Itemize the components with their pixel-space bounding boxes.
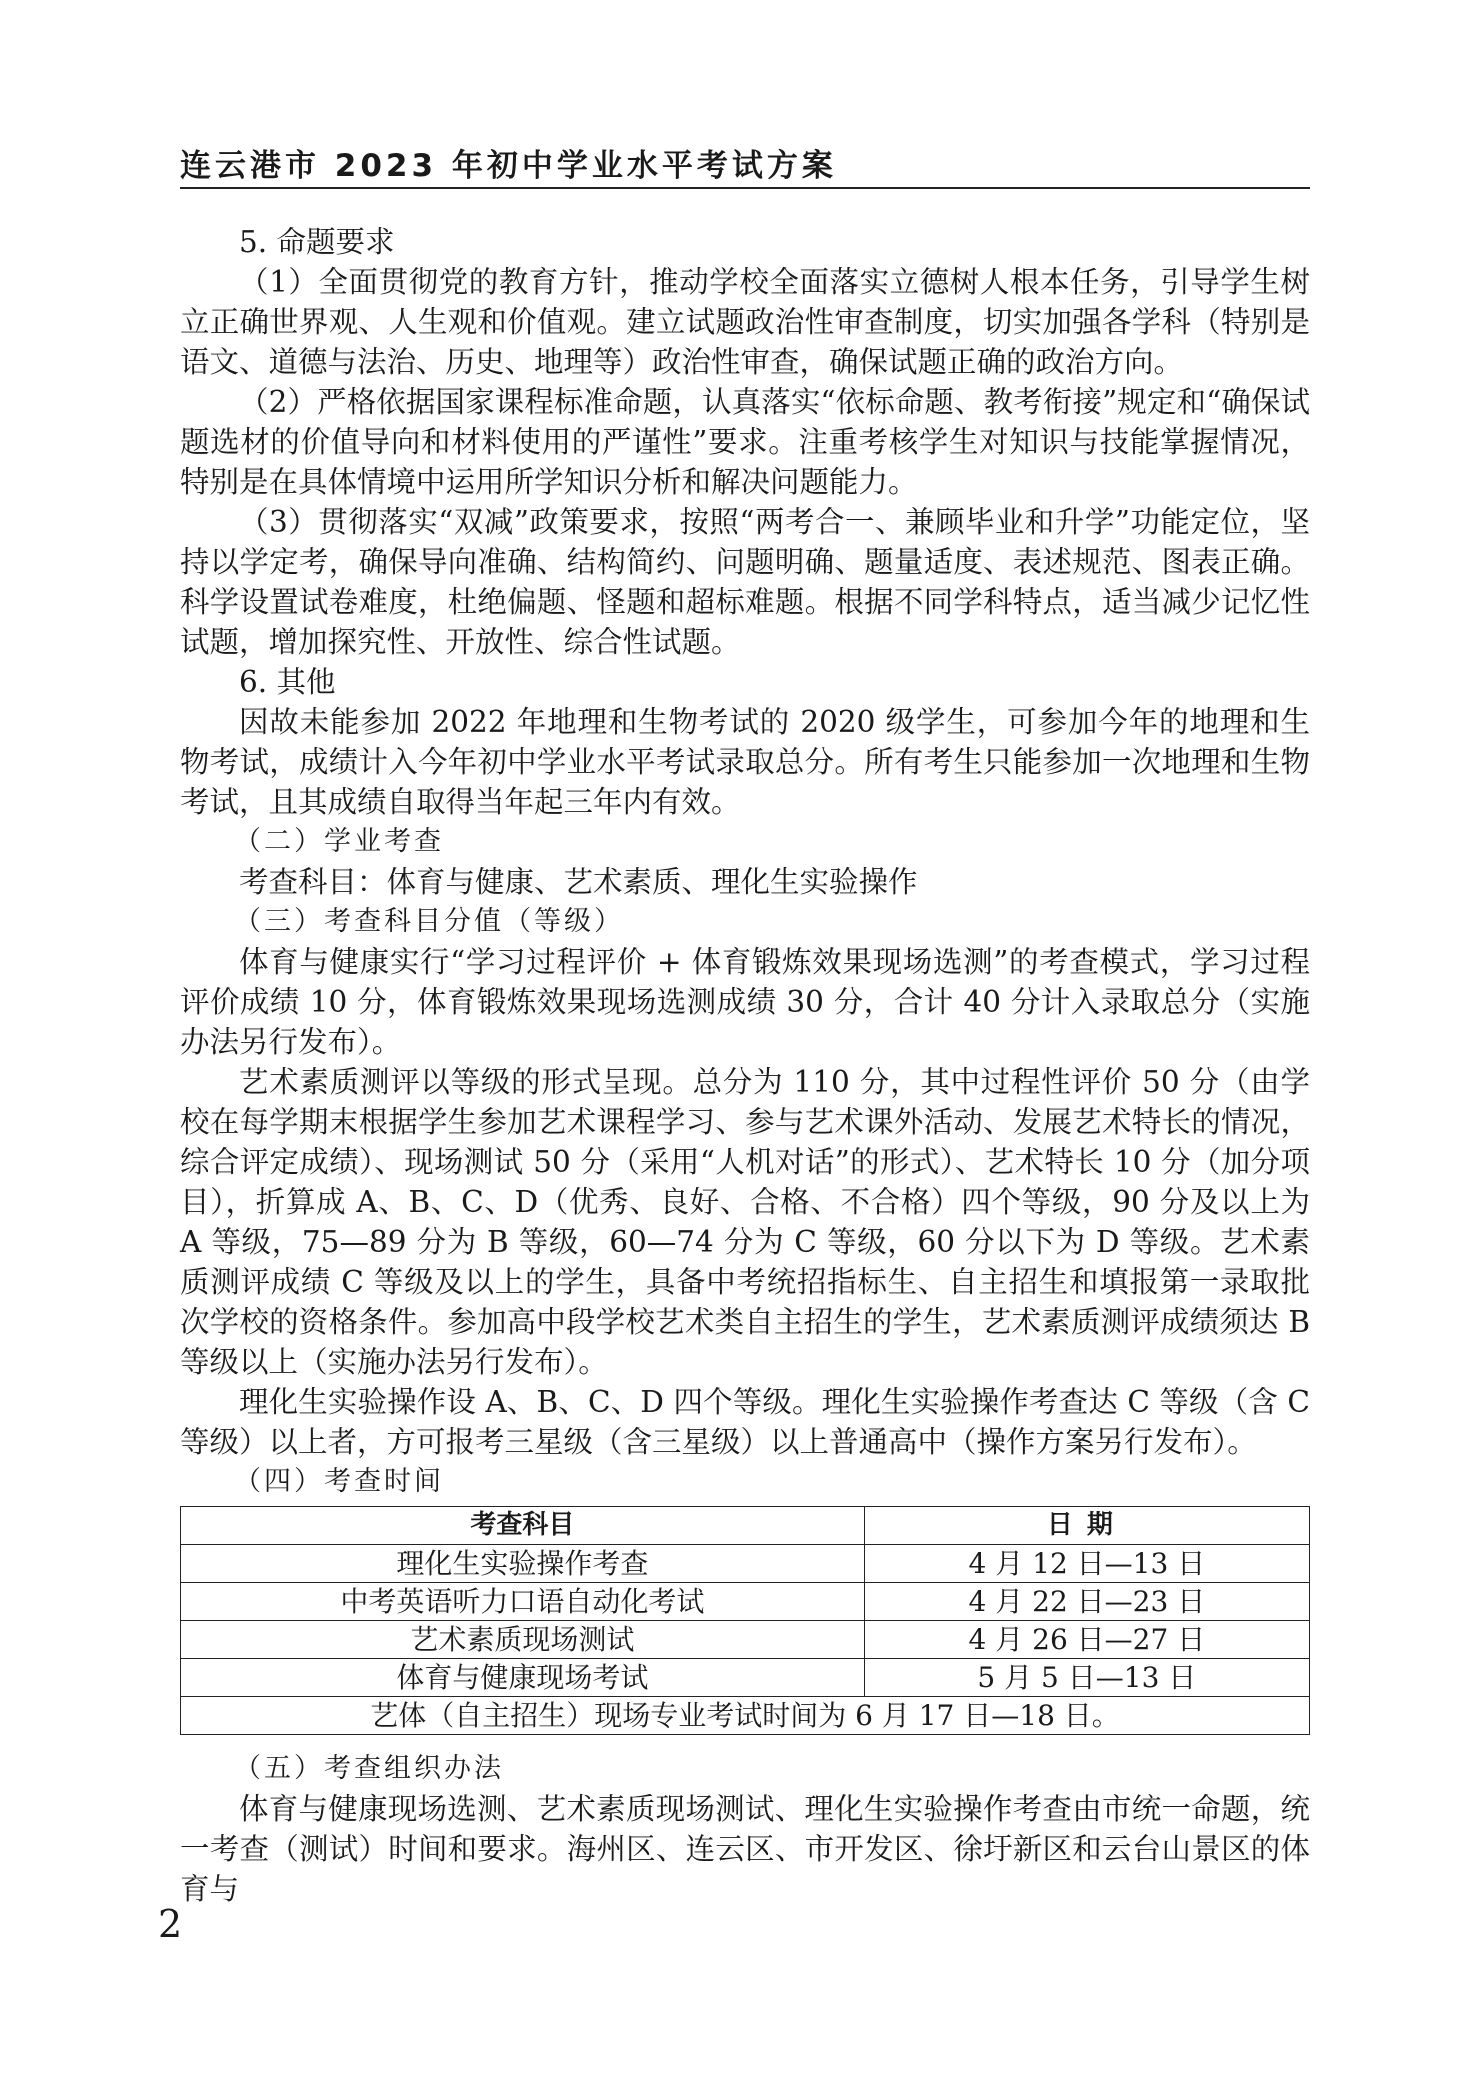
section-5-item-2: （2）严格依据国家课程标准命题，认真落实“依标命题、教考衔接”规定和“确保试题选材的价值导向和材料使用的严谨性”要求。注重考核学生对知识与技能掌握情况，特别是在具体情境中运用所学知识分析和解决问题能力。: [180, 385, 1310, 499]
section-6-paragraph: 因故未能参加 2022 年地理和生物考试的 2020 级学生，可参加今年的地理和生物考试，成绩计入今年初中学业水平考试录取总分。所有考生只能参加一次地理和生物考试，且其成绩自取得当年起三年内有效。: [180, 705, 1310, 819]
table-cell-date: 4 月 26 日—27 日: [864, 1621, 1309, 1659]
part-3-paragraph-1: 体育与健康实行“学习过程评价 + 体育锻炼效果现场选测”的考查模式，学习过程评价成绩 10 分，体育锻炼效果现场选测成绩 30 分，合计 40 分计入录取总分（实施办法另行发布）。: [180, 945, 1310, 1059]
schedule-table-wrapper: [180, 1506, 1310, 1735]
part-5-title: （五）考查组织办法: [234, 1753, 504, 1784]
table-cell-date: 5 月 5 日—13 日: [864, 1659, 1309, 1697]
part-2-paragraph: 考查科目：体育与健康、艺术素质、理化生实验操作: [239, 865, 918, 899]
table-note: 艺体（自主招生）现场专业考试时间为 6 月 17 日—18 日。: [181, 1697, 1310, 1735]
part-4-title: （四）考查时间: [234, 1466, 444, 1497]
table-header-row: [181, 1507, 1310, 1545]
section-5-item-1: （1）全面贯彻党的教育方针，推动学校全面落实立德树人根本任务，引导学生树立正确世界观、人生观和价值观。建立试题政治性审查制度，切实加强各学科（特别是语文、道德与法治、历史、地理等）政治性审查，确保试题正确的政治方向。: [180, 265, 1310, 379]
section-5-title: 5. 命题要求: [239, 225, 395, 259]
table-cell-date: 4 月 12 日—13 日: [864, 1545, 1309, 1583]
part-2-title: （二）学业考查: [234, 826, 444, 857]
header-rule: [180, 187, 1310, 189]
section-6-title: 6. 其他: [239, 665, 336, 699]
document-body: [180, 222, 1310, 1909]
part-3-paragraph-2: 艺术素质测评以等级的形式呈现。总分为 110 分，其中过程性评价 50 分（由学校在每学期末根据学生参加艺术课程学习、参与艺术课外活动、发展艺术特长的情况，综合评定成绩）、现场测试 50 分（采用“人机对话”的形式）、艺术特长 10 分（加分项目），折算成 A、B、C、D（优秀、良好、合格、不合格）四个等级，90 分及以上为 A 等级，75—89 分为 B 等级，60—74 分为 C 等级，60 分以下为 D 等级。艺术素质测评成绩 C 等级及以上的学生，具备中考统招指标生、自主招生和填报第一录取批次学校的资格条件。参加高中段学校艺术类自主招生的学生，艺术素质测评成绩须达 B 等级以上（实施办法另行发布）。: [180, 1065, 1310, 1379]
table-row: [181, 1621, 1310, 1659]
table-note-row: [181, 1697, 1310, 1735]
table-cell-subject: 艺术素质现场测试: [181, 1621, 865, 1659]
table-cell-subject: 中考英语听力口语自动化考试: [181, 1583, 865, 1621]
column-header-subject: 考查科目: [181, 1507, 865, 1545]
part-5-paragraph: 体育与健康现场选测、艺术素质现场测试、理化生实验操作考查由市统一命题，统一考查（测试）时间和要求。海州区、连云区、市开发区、徐圩新区和云台山景区的体育与: [180, 1792, 1310, 1906]
page-number: 2: [158, 1902, 183, 1946]
running-header: 连云港市 2023 年初中学业水平考试方案: [180, 148, 837, 184]
column-header-date: 日期: [864, 1507, 1309, 1545]
part-3-paragraph-3: 理化生实验操作设 A、B、C、D 四个等级。理化生实验操作考查达 C 等级（含 C 等级）以上者，方可报考三星级（含三星级）以上普通高中（操作方案另行发布）。: [180, 1385, 1310, 1459]
part-3-title: （三）考查科目分值（等级）: [234, 906, 624, 937]
section-5-item-3: （3）贯彻落实“双减”政策要求，按照“两考合一、兼顾毕业和升学”功能定位，坚持以学定考，确保导向准确、结构简约、问题明确、题量适度、表述规范、图表正确。科学设置试卷难度，杜绝偏题、怪题和超标难题。根据不同学科特点，适当减少记忆性试题，增加探究性、开放性、综合性试题。: [180, 505, 1310, 659]
table-cell-subject: 理化生实验操作考查: [181, 1545, 865, 1583]
table-cell-date: 4 月 22 日—23 日: [864, 1583, 1309, 1621]
table-row: [181, 1583, 1310, 1621]
table-row: [181, 1545, 1310, 1583]
table-cell-subject: 体育与健康现场考试: [181, 1659, 865, 1697]
table-row: [181, 1659, 1310, 1697]
schedule-table: [180, 1506, 1310, 1735]
